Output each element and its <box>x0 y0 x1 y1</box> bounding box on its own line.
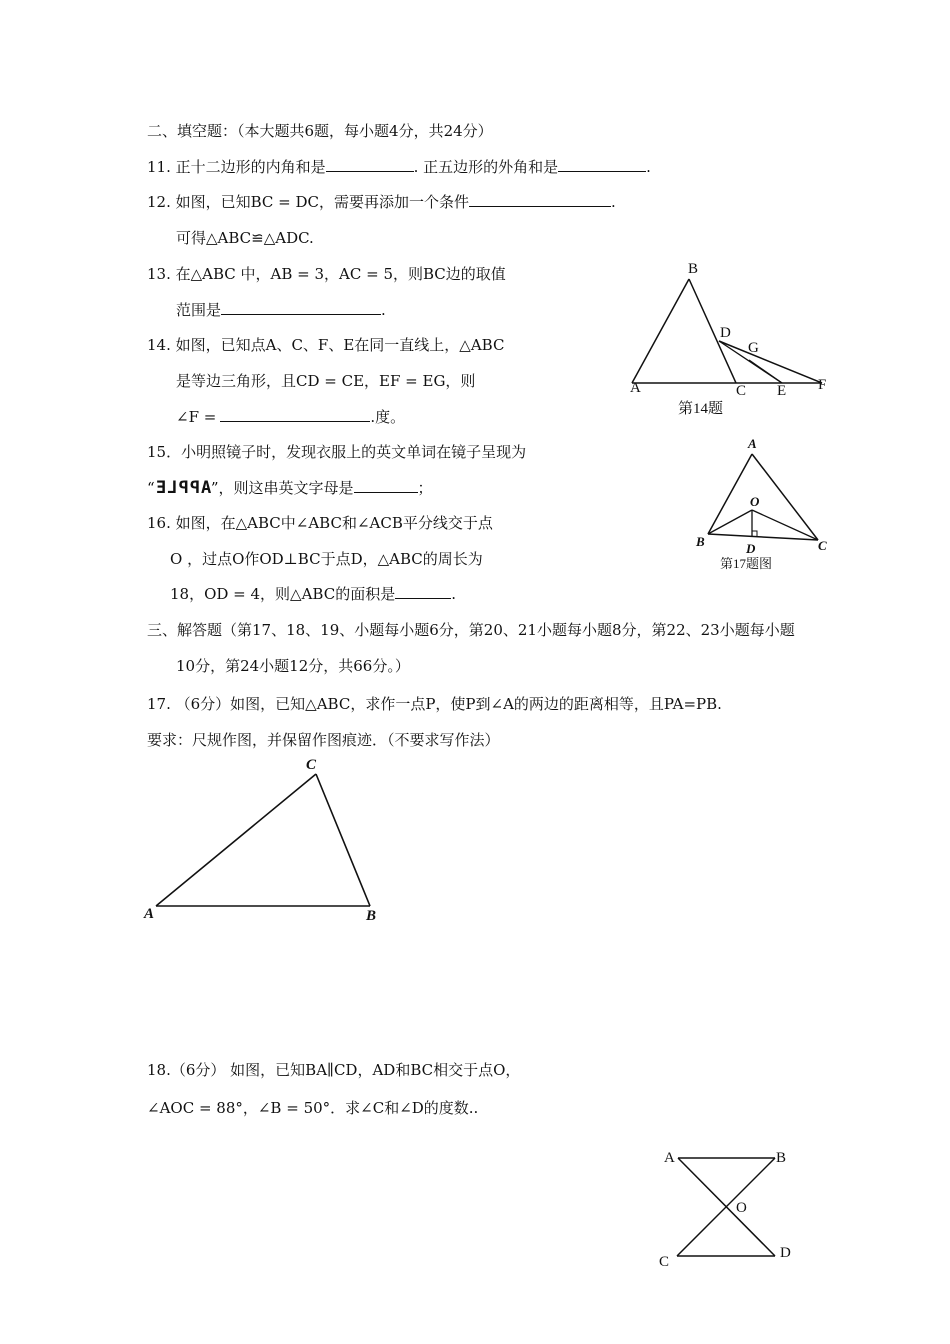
q18-label-b: B <box>776 1150 787 1166</box>
q18-label-o: O <box>736 1200 747 1216</box>
q11-blank-2[interactable] <box>558 157 646 172</box>
fig16-label-b: B <box>696 534 705 549</box>
fig16-label-c: C <box>818 538 827 553</box>
figure-q17 <box>138 752 398 930</box>
q18-line1: 18.（6分） 如图，已知BA∥CD，AD和BC相交于点O， <box>147 1061 521 1079</box>
mirrored-word: APPLE <box>154 478 211 498</box>
fig14-label-d: D <box>720 325 731 341</box>
q18-label-c: C <box>659 1254 670 1270</box>
fig14-label-g: G <box>748 340 759 356</box>
q16-line1: 16. 如图，在△ABC中∠ABC和∠ACB平分线交于点 <box>147 514 493 532</box>
q11-text-b: . 正五边形的外角和是 <box>413 158 559 176</box>
q17-label-b: B <box>366 908 377 924</box>
fig14-label-e: E <box>777 383 787 399</box>
q11-text-c: . <box>646 158 651 176</box>
q12-text-a: 12. 如图，已知BC = DC，需要再添加一个条件 <box>147 193 470 211</box>
fig14-label-f: F <box>818 377 827 393</box>
q16-line3 <box>170 584 456 604</box>
fig14-label-b: B <box>688 261 699 277</box>
q14-blank[interactable] <box>220 407 370 422</box>
q13-text-b: . <box>381 301 386 319</box>
q12-line2: 可得△ABC≌△ADC. <box>176 229 314 247</box>
q14-text-a: ∠F = <box>176 408 217 426</box>
q14-line1: 14. 如图，已知点A、C、F、E在同一直线上，△ABC <box>147 336 505 354</box>
q12-blank[interactable] <box>469 192 611 207</box>
section3-heading-line1: 三、解答题（第17、18、19、小题每小题6分，第20、21小题每小题8分，第22、23小题每小题 <box>147 621 795 639</box>
fig14-caption: 第14题 <box>678 401 724 417</box>
q15-open-quote: “ <box>147 479 155 497</box>
section3-heading-line2: 10分，第24小题12分，共66分。） <box>176 657 410 675</box>
q17-line1: 17. （6分）如图，已知△ABC，求作一点P，使P到∠A的两边的距离相等，且PA=PB. <box>147 695 722 713</box>
q16-line2: O ，过点O作OD⊥BC于点D，△ABC的周长为 <box>170 550 483 568</box>
q14-text-b: .度。 <box>370 408 406 426</box>
q16-text-b: . <box>451 585 456 603</box>
q18-label-d: D <box>780 1245 791 1261</box>
q17-line2: 要求：尺规作图，并保留作图痕迹．（不要求写作法） <box>147 731 500 749</box>
question-11 <box>147 157 651 177</box>
q13-line1: 13. 在△ABC 中，AB = 3，AC = 5，则BC边的取值 <box>147 265 506 283</box>
fig14-label-a: A <box>630 380 641 396</box>
fig16-caption: 第17题图 <box>720 556 773 571</box>
q16-text-a: 18，OD = 4，则△ABC的面积是 <box>170 585 396 603</box>
q15-end: ； <box>417 479 433 497</box>
figure-q18 <box>650 1142 800 1272</box>
q17-label-a: A <box>144 906 155 922</box>
question-12 <box>147 192 616 212</box>
q16-blank[interactable] <box>395 584 451 599</box>
q13-blank[interactable] <box>221 300 381 315</box>
q14-line3 <box>176 407 405 427</box>
q18-label-a: A <box>664 1150 675 1166</box>
section2-heading: 二、填空题：（本大题共6题，每小题4分，共24分） <box>147 122 493 140</box>
figure-q14 <box>622 255 842 420</box>
q18-line2: ∠AOC = 88°，∠B = 50°．求∠C和∠D的度数.. <box>147 1099 479 1117</box>
q13-text-a: 范围是 <box>176 301 222 319</box>
fig16-label-d: D <box>746 541 756 556</box>
q11-text-a: 11. 正十二边形的内角和是 <box>147 158 326 176</box>
q15-line1: 15．小明照镜子时，发现衣服上的英文单词在镜子呈现为 <box>147 443 527 461</box>
fig16-label-o: O <box>750 494 760 509</box>
fig16-label-a: A <box>748 436 757 451</box>
q11-blank-1[interactable] <box>326 157 414 172</box>
q14-line2: 是等边三角形，且CD = CE，EF = EG，则 <box>176 372 476 390</box>
q13-line2 <box>176 300 386 320</box>
q15-line2 <box>147 478 433 498</box>
q15-blank[interactable] <box>354 478 418 493</box>
q17-label-c: C <box>306 757 317 773</box>
figure-q16 <box>690 432 840 577</box>
q15-text: ”，则这串英文字母是 <box>210 479 354 497</box>
q12-text-b: . <box>611 193 616 211</box>
fig14-label-c: C <box>736 383 747 399</box>
